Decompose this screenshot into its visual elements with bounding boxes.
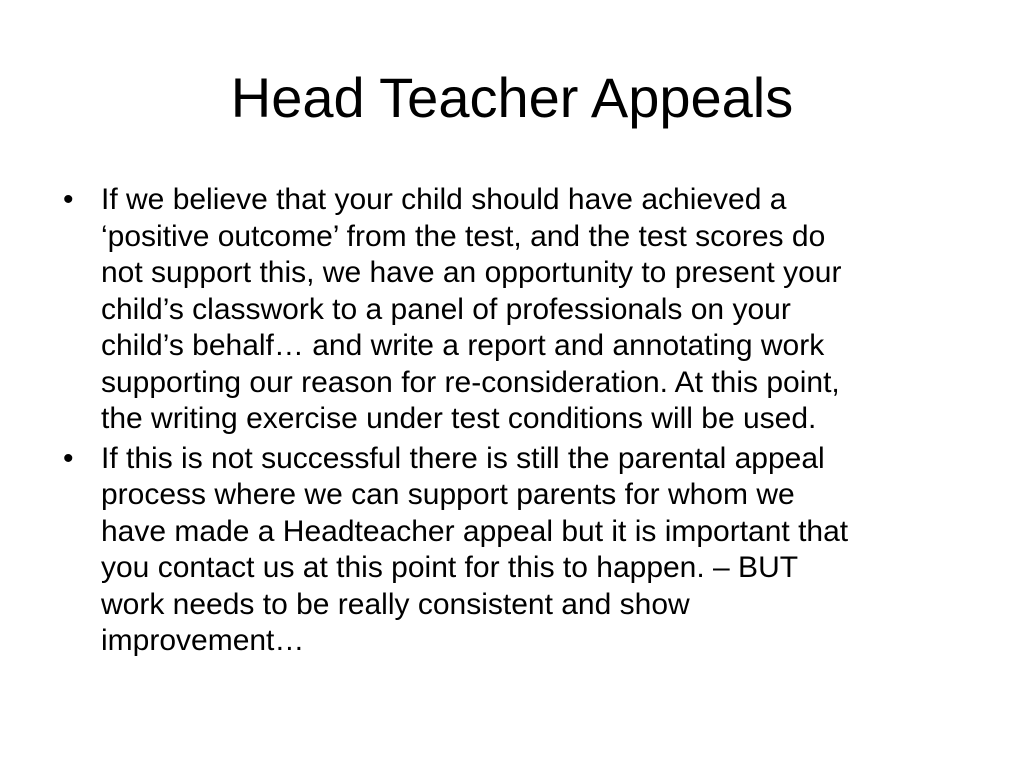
bullet-item — [63, 441, 963, 660]
bullet-icon: • — [63, 183, 74, 216]
bullet-item — [63, 182, 963, 438]
bullet-text: If this is not successful there is still the parental appeal process where we can support parents for whom we have made a Headteacher appeal but it is important that you contact us at this point for this to happen. – BUT work needs to be really consistent and show improvement… — [101, 441, 849, 657]
bullet-text: If we believe that your child should have achieved a ‘positive outcome’ from the test, and the test scores do not support this, we have an opportunity to present your child’s classwork to a panel of professionals on your child’s behalf… and write a report and annotating work supporting our reason for re-consideration. At this point, the writing exercise under test conditions will be used. — [101, 183, 842, 435]
bullet-icon: • — [63, 441, 74, 475]
bullet-list — [63, 182, 963, 663]
slide-title: Head Teacher Appeals — [230, 66, 794, 129]
